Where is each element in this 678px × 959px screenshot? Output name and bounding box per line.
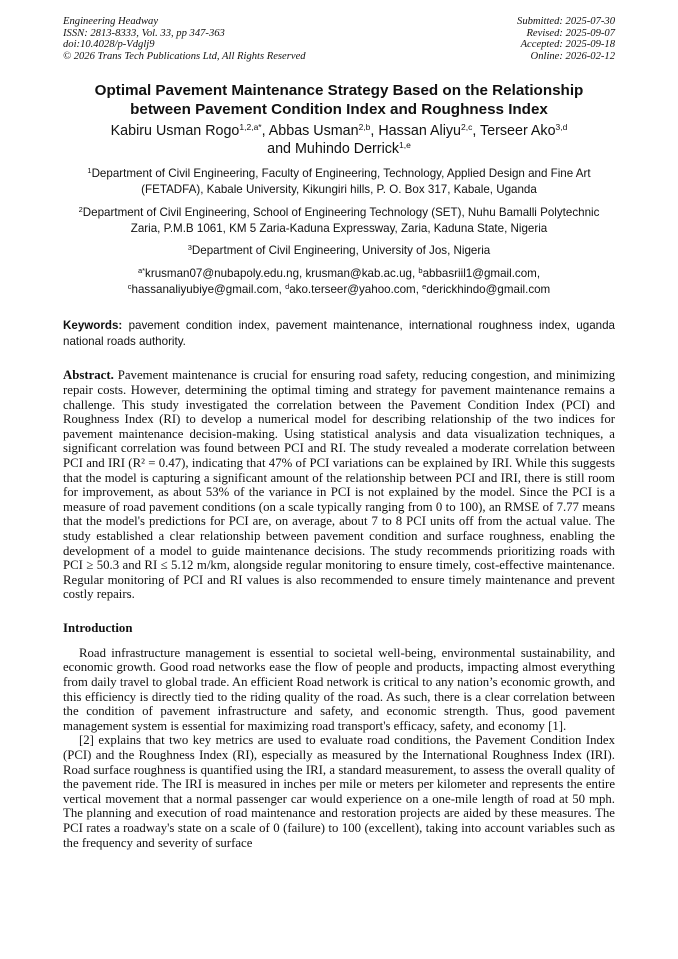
author-name: Abbas Usman — [268, 123, 359, 140]
author-sep: , — [370, 123, 379, 140]
affiliation-2 — [63, 205, 615, 237]
author-affil-mark: 2,b — [358, 122, 371, 133]
author-name: Muhindo Derrick — [294, 141, 400, 158]
keywords — [63, 318, 615, 349]
copyright: © 2026 Trans Tech Publications Ltd, All Rights Reserved — [63, 50, 306, 62]
author-name: Kabiru Usman Rogo — [110, 123, 240, 140]
keywords-label: Keywords: — [63, 319, 123, 333]
author-affil-mark: 2,c — [461, 122, 473, 133]
author-affil-mark: 1,e — [399, 140, 411, 151]
email-a: krusman07@nubapoly.edu.ng, krusman@kab.ac.ug, — [145, 267, 419, 281]
email-e: derickhindo@gmail.com — [426, 283, 551, 297]
email-mark: d — [285, 282, 290, 292]
affiliation-mark: 2 — [78, 205, 83, 215]
paper-title — [63, 82, 615, 119]
running-header — [63, 16, 615, 62]
affiliation-mark: 1 — [87, 166, 92, 176]
email-list — [63, 266, 615, 298]
author-affil-mark: 1,2,a* — [239, 122, 262, 133]
keywords-text: pavement condition index, pavement maintenance, international roughness index, uganda national roads authority. — [63, 319, 615, 348]
submitted-date: Submitted: 2025-07-30 — [517, 16, 615, 27]
abstract-text: Pavement maintenance is crucial for ensuring road safety, reducing congestion, and minimizing repair costs. However, determining the optimal timing and strategy for pavement maintenance remains a challenge. This study investigated the correlation between the Pavement Condition Index (PCI) and Roughness Index (RI) to develop a numerical model for describing relationship of the two indices for pavement maintenance decision-making. Using statistical analysis and data visualization techniques, a significant correlation was found between PCI and RI. The study revealed a moderate correlation between PCI and IRI (R² = 0.47), indicating that 47% of PCI variations can be explained by IRI. While this suggests that the model is capturing a significant amount of the relationship between PCI and IRI, there is still room for improvement, as about 53% of the variance in PCI is not explained by the model. Since the PCI is a measure of road pavement conditions (on a scale typically ranging from 0 to 100), an RMSE of 7.77 means that the model's predictions for PCI are, on average, about 7 to 8 PCI units off from the actual value. The study established a clear relationship between pavement condition and surface roughness, enabling the development of a model to guide maintenance decisions. The study recommends prioritizing roads with PCI ≥ 50.3 and RI ≤ 5.12 m/km, alongside regular monitoring to ensure timely, cost-effective maintenance. Regular monitoring of PCI and RI values is also recommended to ensure timely maintenance and prevent costly repairs. — [63, 368, 615, 602]
affiliation-1 — [63, 166, 615, 198]
title-line-2: between Pavement Condition Index and Roughness Index — [130, 100, 548, 118]
email-mark: c — [127, 282, 132, 292]
email-c: hassanaliyubiye@gmail.com, — [131, 283, 286, 297]
author-sep: , — [472, 123, 481, 140]
affiliation-text: Department of Civil Engineering, University of Jos, Nigeria — [191, 244, 491, 258]
online-date: Online: 2026-02-12 — [530, 50, 615, 62]
title-line-1: Optimal Pavement Maintenance Strategy Based on the Relationship — [94, 82, 584, 100]
journal-info — [63, 16, 306, 62]
author-name: Terseer Ako — [480, 123, 556, 140]
accepted-date: Accepted: 2025-09-18 — [520, 39, 615, 51]
introduction-heading: Introduction — [63, 620, 133, 635]
author-sep: and — [267, 141, 295, 158]
journal-name: Engineering Headway — [63, 16, 159, 27]
email-mark: e — [422, 282, 427, 292]
author-list — [63, 122, 615, 158]
email-d: ako.terseer@yahoo.com, — [289, 283, 423, 297]
email-mark: a* — [137, 266, 146, 276]
introduction-paragraph-1: Road infrastructure management is essential to societal well-being, environmental sustainability, and economic growth. Good road networks ease the flow of people and products, impacting almost everything from daily travel to global trade. An efficient Road network is critical to any nation’s economic growth, and this efficiency is directly tied to the riding quality of the road. As such, there is a clear correlation between the condition of pavement infrastructure and safety, and economic strength. Thus, good pavement management system is essential for maximizing road transport's efficacy, safety, and economy [1]. — [63, 645, 615, 733]
abstract — [63, 368, 615, 602]
author-sep: , — [261, 123, 269, 140]
affiliation-mark: 3 — [187, 243, 192, 253]
affiliation-text: Department of Civil Engineering, Faculty of Engineering, Technology, Applied Design and Fine Art (FETADFA), Kabale University, Kikungiri hills, P. O. Box 317, Kabale, Uganda — [91, 167, 591, 197]
author-affil-mark: 3,d — [555, 122, 568, 133]
affiliation-text: Department of Civil Engineering, School of Engineering Technology (SET), Nuhu Bamalli Polytechnic Zaria, P.M.B 1061, KM 5 Zaria-Kaduna Expressway, Zaria, Kaduna State, Nigeria — [82, 206, 600, 236]
doi: doi:10.4028/p-Vdglj9 — [63, 39, 155, 51]
author-name: Hassan Aliyu — [378, 123, 461, 140]
email-b: abbasriil1@gmail.com, — [422, 267, 541, 281]
email-mark: b — [418, 266, 423, 276]
revised-date: Revised: 2025-09-07 — [526, 27, 615, 39]
introduction-paragraph-2: [2] explains that two key metrics are used to evaluate road conditions, the Pavement Condition Index (PCI) and the Roughness Index (RI), especially as measured by the International Roughness Index (IRI). Road surface roughness is quantified using the IRI, a standard measurement, to assess the overall quality of the pavement ride. The IRI is measured in inches per mile or meters per kilometer and represents the entire vertical movement that a normal passenger car would experience on a one-mile length of road at 50 mph. The planning and execution of road maintenance and restoration projects are aided by these measures. The PCI rates a roadway's state on a scale of 0 (failure) to 100 (excellent), taking into account variables such as the frequency and severity of surface — [63, 733, 615, 850]
issn: ISSN: 2813-8333, Vol. 33, pp 347-363 — [63, 27, 225, 39]
affiliation-3 — [63, 243, 615, 259]
abstract-label: Abstract. — [63, 368, 114, 383]
dates-info — [517, 16, 615, 62]
